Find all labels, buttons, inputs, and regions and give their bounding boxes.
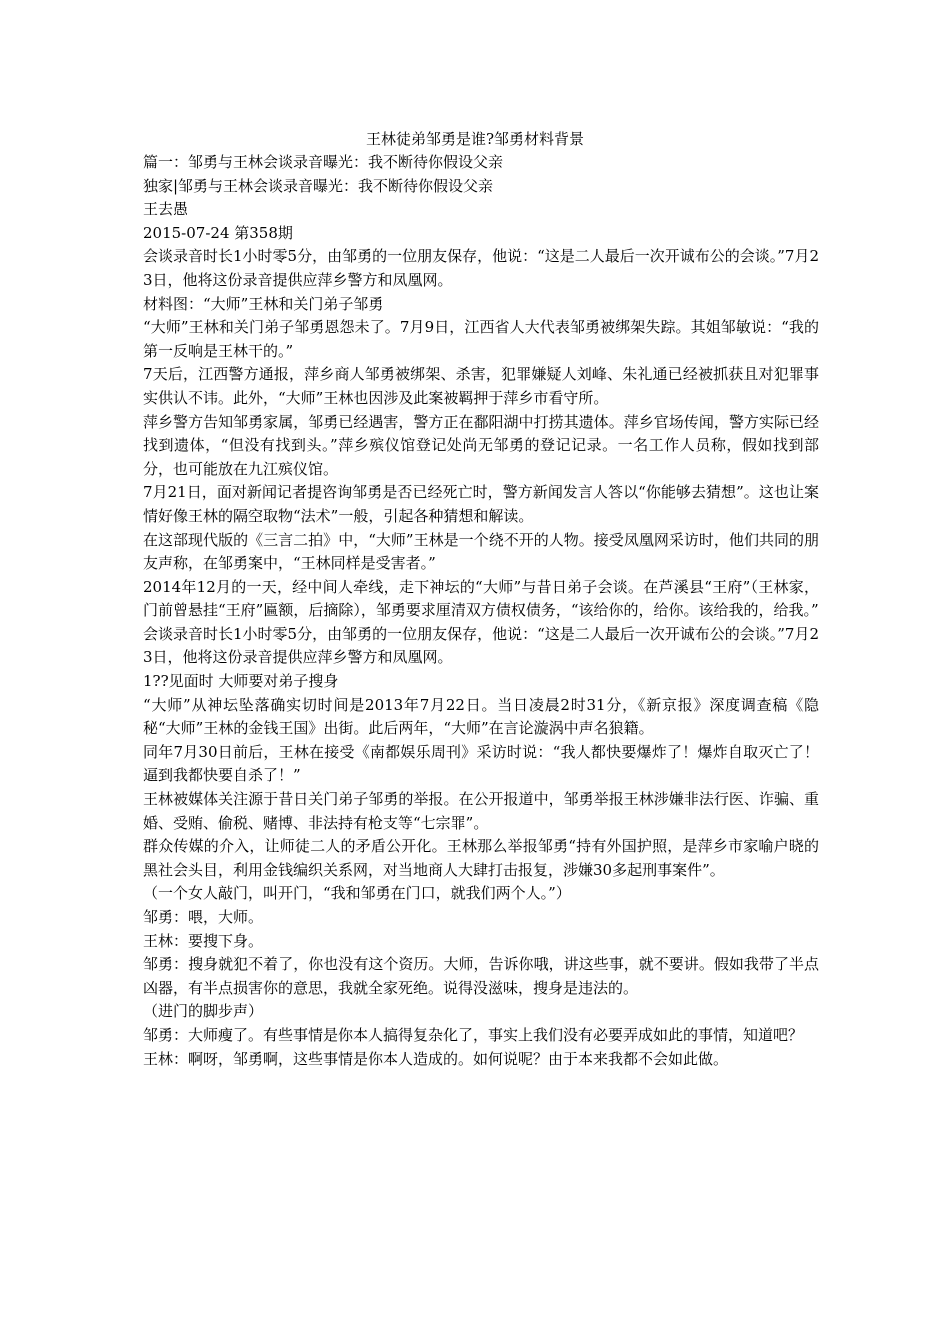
document-title: 王林徒弟邹勇是谁?邹勇材料背景 bbox=[365, 130, 585, 148]
paragraph: 王去愚 bbox=[143, 200, 189, 219]
paragraph: “大师”从神坛坠落确实切时间是2013年7月22日。当日凌晨2时31分，《新京报》深度调查稿《隐秘“大师”王林的金钱王国》出街。此后两年，“大师”在言论漩涡中声名狼籍。 bbox=[143, 695, 819, 738]
paragraph: 材料图：“大师”王林和关门弟子邹勇 bbox=[143, 294, 384, 313]
paragraph: 群众传媒的介入，让师徒二人的矛盾公开化。王林那么举报邹勇“持有外国护照，是萍乡市家喻户晓的黑社会头目，利用金钱编织关系网，对当地商人大肆打击报复，涉嫌30多起刑事案件”。 bbox=[143, 837, 819, 879]
paragraph: 会谈录音时长1小时零5分，由邹勇的一位朋友保存，他说：“这是二人最后一次开诚布公的会谈。”7月23日，他将这份录音提供应萍乡警方和凤凰网。 bbox=[143, 624, 820, 667]
paragraph: 篇一：邹勇与王林会谈录音曝光：我不断待你假设父亲 bbox=[143, 153, 504, 171]
paragraph: 7天后，江西警方通报，萍乡商人邹勇被绑架、杀害，犯罪嫌疑人刘峰、朱礼通已经被抓获且对犯罪事实供认不讳。此外，“大师”王林也因涉及此案被羁押于萍乡市看守所。 bbox=[143, 365, 819, 407]
paragraph: 同年7月30日前后，王林在接受《南都娱乐周刊》采访时说：“我人都快要爆炸了！爆炸自取灭亡了！逼到我都快要自杀了！” bbox=[143, 742, 819, 785]
paragraph: 7月21日，面对新闻记者提咨询邹勇是否已经死亡时，警方新闻发言人答以“你能够去猜想”。这也让案情好像王林的隔空取物“法术”一般，引起各种猜想和解读。 bbox=[143, 483, 819, 525]
section-heading: 1??见面时 大师要对弟子搜身 bbox=[143, 672, 339, 691]
paragraph: 2015-07-24 第358期 bbox=[143, 223, 293, 242]
document-body bbox=[143, 151, 819, 1071]
dialogue-line: 王林：要搜下身。 bbox=[143, 931, 264, 950]
paragraph: 独家|邹勇与王林会谈录音曝光：我不断待你假设父亲 bbox=[143, 176, 494, 195]
paragraph: 在这部现代版的《三言二拍》中，“大师”王林是一个绕不开的人物。接受凤凰网采访时，他们共同的朋友声称，在邹勇案中，“王林同样是受害者。” bbox=[143, 530, 819, 573]
paragraph: 会谈录音时长1小时零5分，由邹勇的一位朋友保存，他说：“这是二人最后一次开诚布公的会谈。”7月23日，他将这份录音提供应萍乡警方和凤凰网。 bbox=[143, 247, 820, 289]
dialogue-line: 邹勇：喂，大师。 bbox=[143, 908, 264, 926]
dialogue-line: 王林：啊呀，邹勇啊，这些事情是你本人造成的。如何说呢？由于本来我都不会如此做。 bbox=[143, 1049, 729, 1068]
paragraph: 萍乡警方告知邹勇家属，邹勇已经遇害，警方正在鄱阳湖中打捞其遗体。萍乡官场传闻，警方实际已经找到遗体，“但没有找到头。”萍乡殡仪馆登记处尚无邹勇的登记记录。一名工作人员称，假如找到部分，也可能放在九江殡仪馆。 bbox=[143, 412, 819, 478]
stage-direction: （一个女人敲门，叫开门，“我和邹勇在门口，就我们两个人。”） bbox=[143, 884, 571, 903]
paragraph: 2014年12月的一天，经中间人牵线，走下神坛的“大师”与昔日弟子会谈。在芦溪县“王府”（王林家，门前曾悬挂“王府”匾额，后摘除），邹勇要求厘清双方债权债务，“该给你的，给你。该给我的，给我。” bbox=[143, 577, 819, 620]
paragraph: “大师”王林和关门弟子邹勇恩怨未了。7月9日，江西省人大代表邹勇被绑架失踪。其姐邹敏说：“我的第一反响是王林干的。” bbox=[143, 318, 819, 360]
dialogue-line: 邹勇：搜身就犯不着了，你也没有这个资历。大师，告诉你哦，讲这些事，就不要讲。假如我带了半点凶器，有半点损害你的意思，我就全家死绝。说得没滋味，搜身是违法的。 bbox=[143, 955, 819, 997]
paragraph: 王林被媒体关注源于昔日关门弟子邹勇的举报。在公开报道中，邹勇举报王林涉嫌非法行医、诈骗、重婚、受贿、偷税、赌博、非法持有枪支等“七宗罪”。 bbox=[143, 790, 819, 832]
dialogue-line: 邹勇：大师瘦了。有些事情是你本人搞得复杂化了，事实上我们没有必要弄成如此的事情，知道吧？ bbox=[143, 1025, 804, 1044]
stage-direction: （进门的脚步声） bbox=[143, 1002, 264, 1021]
